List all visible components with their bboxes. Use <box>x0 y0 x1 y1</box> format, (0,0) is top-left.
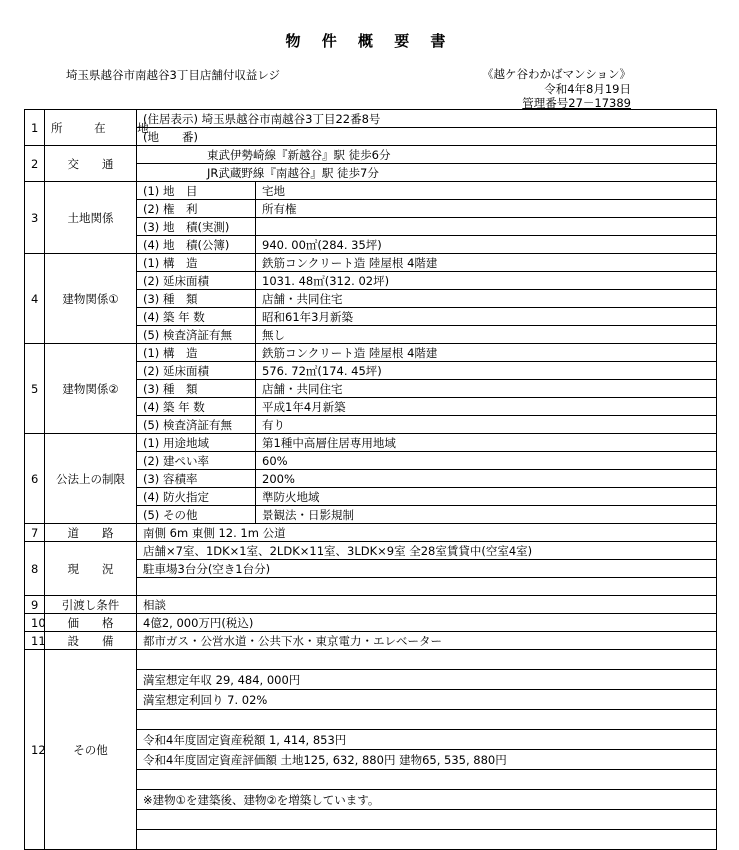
category-label: 引渡し条件 <box>45 596 137 614</box>
issue-date: 令和4年8月19日 <box>544 81 631 96</box>
row-number: 7 <box>25 524 45 542</box>
item-value: 第1種中高層住居専用地域 <box>256 434 717 452</box>
other-line: ※建物①を建築後、建物②を増築しています。 <box>137 790 717 810</box>
category-label: 道 路 <box>45 524 137 542</box>
row-number: 2 <box>25 146 45 182</box>
category-label: 現 況 <box>45 542 137 596</box>
item-label: (4) 防火指定 <box>137 488 256 506</box>
item-label: (4) 地 積(公簿) <box>137 236 256 254</box>
category-label: 建物関係② <box>45 344 137 434</box>
handover-value: 相談 <box>137 596 717 614</box>
other-line: 満室想定利回り 7. 02% <box>137 690 717 710</box>
table-row <box>25 434 717 452</box>
item-label: (2) 延床面積 <box>137 272 256 290</box>
item-label: (5) 検査済証有無 <box>137 326 256 344</box>
status-line-empty <box>137 578 717 596</box>
table-row <box>25 632 717 650</box>
table-row <box>25 524 717 542</box>
item-label: (3) 種 類 <box>137 290 256 308</box>
item-value: 1031. 48㎡(312. 02坪) <box>256 272 717 290</box>
category-label: 価 格 <box>45 614 137 632</box>
property-summary-table <box>24 109 717 850</box>
other-line <box>137 810 717 830</box>
item-value: 576. 72㎡(174. 45坪) <box>256 362 717 380</box>
facilities-value: 都市ガス・公営水道・公共下水・東京電力・エレベーター <box>137 632 717 650</box>
row-number: 11 <box>25 632 45 650</box>
status-line: 店舗×7室、1DK×1室、2LDK×11室、3LDK×9室 全28室賃貸中(空室4室) <box>137 542 717 560</box>
category-label: 設 備 <box>45 632 137 650</box>
category-label: 建物関係① <box>45 254 137 344</box>
table-row <box>25 110 717 128</box>
item-value: 940. 00㎡(284. 35坪) <box>256 236 717 254</box>
other-line: 令和4年度固定資産税額 1, 414, 853円 <box>137 730 717 750</box>
other-line <box>137 830 717 850</box>
item-label: (2) 建ぺい率 <box>137 452 256 470</box>
property-name: 埼玉県越谷市南越谷3丁目店舗付収益レジ <box>66 68 281 82</box>
item-value: 鉄筋コンクリート造 陸屋根 4階建 <box>256 344 717 362</box>
row-number: 5 <box>25 344 45 434</box>
row-number: 1 <box>25 110 45 146</box>
access-line: 東武伊勢崎線『新越谷』駅 徒歩6分 <box>137 146 717 164</box>
row-number: 10 <box>25 614 45 632</box>
item-label: (3) 種 類 <box>137 380 256 398</box>
table-row <box>25 542 717 560</box>
item-label: (2) 権 利 <box>137 200 256 218</box>
road-value: 南側 6m 東側 12. 1m 公道 <box>137 524 717 542</box>
table-row <box>25 614 717 632</box>
item-value: 200% <box>256 470 717 488</box>
item-label: (5) 検査済証有無 <box>137 416 256 434</box>
table-row <box>25 596 717 614</box>
other-line <box>137 650 717 670</box>
item-value: 所有権 <box>256 200 717 218</box>
item-value: 昭和61年3月新築 <box>256 308 717 326</box>
item-label: (1) 構 造 <box>137 344 256 362</box>
category-label: 所 在 地 <box>45 110 137 146</box>
category-label: 公法上の制限 <box>45 434 137 524</box>
category-label: その他 <box>45 650 137 850</box>
row-number: 4 <box>25 254 45 344</box>
row-number: 3 <box>25 182 45 254</box>
lot-number-line: (地 番) <box>137 128 717 146</box>
item-value: 無し <box>256 326 717 344</box>
header-right-block <box>482 67 631 111</box>
category-label: 交 通 <box>45 146 137 182</box>
item-label: (2) 延床面積 <box>137 362 256 380</box>
table-row <box>25 146 717 164</box>
item-label: (5) その他 <box>137 506 256 524</box>
item-label: (1) 用途地域 <box>137 434 256 452</box>
other-line <box>137 710 717 730</box>
item-value: 鉄筋コンクリート造 陸屋根 4階建 <box>256 254 717 272</box>
address-line: (住居表示) 埼玉県越谷市南越谷3丁目22番8号 <box>137 110 717 128</box>
item-value: 景観法・日影規制 <box>256 506 717 524</box>
other-line <box>137 770 717 790</box>
item-label: (1) 構 造 <box>137 254 256 272</box>
row-number: 8 <box>25 542 45 596</box>
item-label: (3) 容積率 <box>137 470 256 488</box>
item-value <box>256 218 717 236</box>
item-value: 準防火地域 <box>256 488 717 506</box>
other-line: 満室想定年収 29, 484, 000円 <box>137 670 717 690</box>
table-row <box>25 254 717 272</box>
table-row <box>25 182 717 200</box>
building-name: 《越ケ谷わかばマンション》 <box>482 67 631 81</box>
item-label: (4) 築 年 数 <box>137 308 256 326</box>
table-row <box>25 650 717 670</box>
item-value: 店舗・共同住宅 <box>256 290 717 308</box>
row-number: 6 <box>25 434 45 524</box>
status-line: 駐車場3台分(空き1台分) <box>137 560 717 578</box>
item-value: 平成1年4月新築 <box>256 398 717 416</box>
price-value: 4億2, 000万円(税込) <box>137 614 717 632</box>
item-label: (4) 築 年 数 <box>137 398 256 416</box>
other-line: 令和4年度固定資産評価額 土地125, 632, 880円 建物65, 535, 880円 <box>137 750 717 770</box>
item-label: (3) 地 積(実測) <box>137 218 256 236</box>
item-label: (1) 地 目 <box>137 182 256 200</box>
item-value: 店舗・共同住宅 <box>256 380 717 398</box>
management-number: 管理番号27－17389 <box>522 96 631 110</box>
item-value: 60% <box>256 452 717 470</box>
table-row <box>25 344 717 362</box>
category-label: 土地関係 <box>45 182 137 254</box>
access-line: JR武蔵野線『南越谷』駅 徒歩7分 <box>137 164 717 182</box>
document-title: 物 件 概 要 書 <box>285 32 454 50</box>
item-value: 有り <box>256 416 717 434</box>
row-number: 9 <box>25 596 45 614</box>
row-number: 12 <box>25 650 45 850</box>
item-value: 宅地 <box>256 182 717 200</box>
